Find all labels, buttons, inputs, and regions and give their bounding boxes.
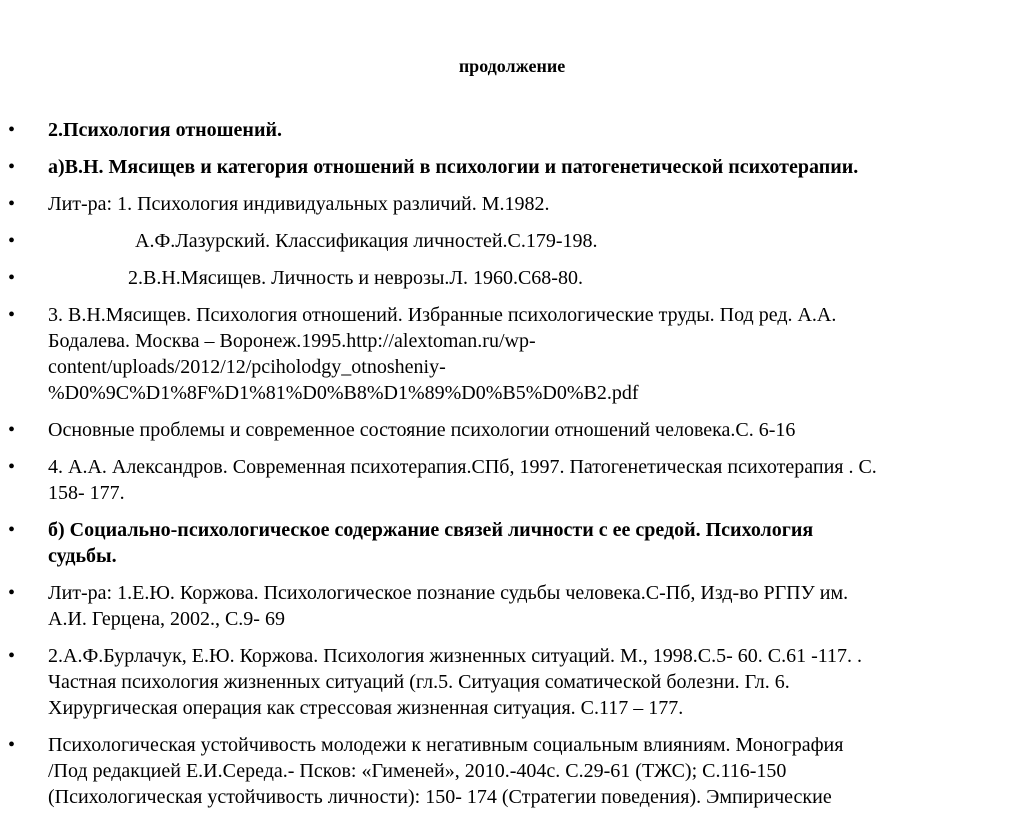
bullet-marker: • <box>8 582 16 604</box>
list-item <box>0 154 1024 180</box>
list-item-text: А.Ф.Лазурский. Классификация личностей.С.179-198. <box>135 230 598 252</box>
list-item-text: Основные проблемы и современное состояние психологии отношений человека.С. 6-16 <box>48 419 796 441</box>
list-item-line: судьбы. <box>48 545 117 567</box>
list-item <box>0 732 1024 810</box>
bullet-marker: • <box>8 267 16 289</box>
list-item-line: /Под редакцией Е.И.Середа.- Псков: «Гименей», 2010.-404с. С.29-61 (ТЖС); С.116-150 <box>48 760 787 782</box>
list-item-line: Частная психология жизненных ситуаций (гл.5. Ситуация соматической болезни. Гл. 6. <box>48 671 790 693</box>
slide-title: продолжение <box>458 56 566 76</box>
list-item-line: %D0%9C%D1%8F%D1%81%D0%B8%D1%89%D0%B5%D0%B2.pdf <box>48 382 639 404</box>
list-item <box>0 228 1024 254</box>
bullet-marker: • <box>8 119 16 141</box>
list-item-text: 2.Психология отношений. <box>48 119 282 141</box>
list-item-line: Психологическая устойчивость молодежи к негативным социальным влияниям. Монография <box>48 734 844 756</box>
list-item <box>0 580 1024 632</box>
bullet-marker: • <box>8 193 16 215</box>
list-item-line: content/uploads/2012/12/pciholodgy_otnosheniy- <box>48 356 446 378</box>
list-item <box>0 517 1024 569</box>
bullet-marker: • <box>8 734 16 756</box>
list-item-line: Бодалева. Москва – Воронеж.1995.http://alextoman.ru/wp- <box>48 330 536 352</box>
list-item-line: 158- 177. <box>48 482 125 504</box>
list-item-text: а)В.Н. Мясищев и категория отношений в психологии и патогенетической психотерапии. <box>48 156 859 178</box>
bullet-marker: • <box>8 419 16 441</box>
bullet-marker: • <box>8 645 16 667</box>
bullet-marker: • <box>8 304 16 326</box>
list-item <box>0 191 1024 217</box>
list-item-line: б) Социально-психологическое содержание связей личности с ее средой. Психология <box>48 519 814 541</box>
list-item-line: 4. А.А. Александров. Современная психотерапия.СПб, 1997. Патогенетическая психотерапия . С. <box>48 456 877 478</box>
list-item <box>0 417 1024 443</box>
list-item-line: А.И. Герцена, 2002., С.9- 69 <box>48 608 285 630</box>
list-item <box>0 117 1024 143</box>
list-item-line: 3. В.Н.Мясищев. Психология отношений. Избранные психологические труды. Под ред. А.А. <box>48 304 837 326</box>
bullet-marker: • <box>8 230 16 252</box>
list-item <box>0 265 1024 291</box>
list-item <box>0 643 1024 721</box>
bullet-marker: • <box>8 519 16 541</box>
bullet-marker: • <box>8 456 16 478</box>
list-item <box>0 302 1024 406</box>
bullet-list <box>0 117 1024 821</box>
list-item-line: Лит-ра: 1.Е.Ю. Коржова. Психологическое познание судьбы человека.С-Пб, Изд-во РГПУ им. <box>48 582 849 604</box>
list-item-line: 2.А.Ф.Бурлачук, Е.Ю. Коржова. Психология жизненных ситуаций. М., 1998.С.5- 60. С.61 -117. . <box>48 645 863 667</box>
list-item-line: Хирургическая операция как стрессовая жизненная ситуация. С.117 – 177. <box>48 697 684 719</box>
list-item-text: Лит-ра: 1. Психология индивидуальных различий. М.1982. <box>48 193 550 215</box>
list-item-text: 2.В.Н.Мясищев. Личность и неврозы.Л. 1960.С68-80. <box>128 267 583 289</box>
list-item <box>0 454 1024 506</box>
list-item-line: (Психологическая устойчивость личности): 150- 174 (Стратегии поведения). Эмпирические <box>48 786 832 808</box>
bullet-marker: • <box>8 156 16 178</box>
